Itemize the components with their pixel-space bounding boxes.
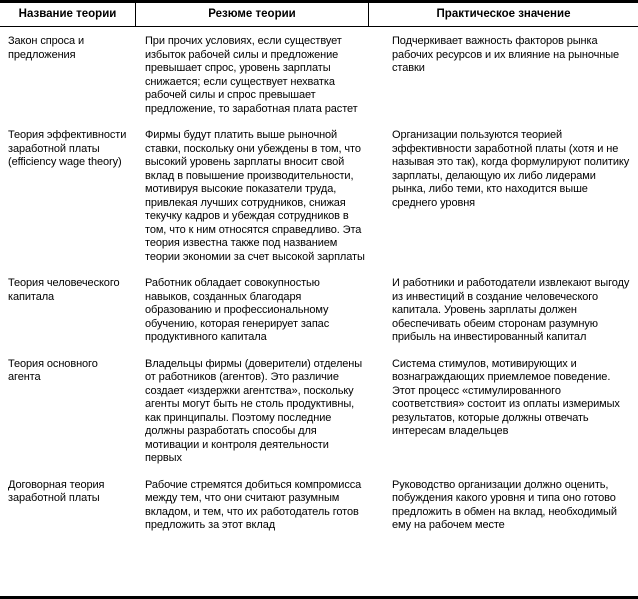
theory-summary-cell: Владельцы фирмы (доверители) отделены от работников (агентов). Это различие создает «издержки агентства», поскольку агенты могут быть не столь продуктивны, как принципалы. Поэтому последние должны разработать способы для мотивации и контроля деятельности первых [145, 357, 363, 464]
header-cell-theory-name: Название теории [18, 8, 117, 20]
theory-name-cell: Закон спроса и предложения [8, 35, 85, 61]
theory-summary-cell: При прочих условиях, если существует избыток рабочей силы и предложение превышает спрос, уровень зарплаты снижается; если существует нехватка рабочей силы и спрос превышает предложение, то заработная плата растет [145, 35, 358, 115]
practical-value-cell: И работники и работодатели извлекают выгоду из инвестиций в создание человеческого капитала. Уровень зарплаты должен обеспечивать обеим сторонам разумную прибыль на инвестированный капитал [392, 277, 630, 343]
theory-summary-cell: Фирмы будут платить выше рыночной ставки, поскольку они убеждены в том, что высокий уровень зарплаты вносит свой вклад в повышение производительности, мотивируя высокие показатели труда, привлекая лучших сотрудников, снижая текучку кадров и убеждая сотрудников в том, что к ним относятся справедливо. Эта теория известна также под названием теории экономии за счет высокой зарплаты [145, 129, 365, 263]
table-header-row [0, 3, 638, 27]
table-row-principal-agent-theory [0, 358, 638, 466]
table-row-efficiency-wage-theory [0, 129, 638, 264]
theory-name-cell: Теория основного агента [8, 357, 98, 383]
practical-value-cell: Система стимулов, мотивирующих и вознаграждающих приемлемое поведение. Этот процесс «стимулированного соответствия» состоит из оплаты измеримых результатов, которые должны отвечать интересам владельцев [392, 357, 620, 437]
header-cell-theory-summary: Резюме теории [135, 3, 368, 26]
theory-name-cell: Теория эффективности заработной платы (efficiency wage theory) [8, 129, 127, 168]
table-body [0, 27, 638, 533]
table-row-human-capital-theory [0, 277, 638, 345]
theory-name-cell: Теория человеческого капитала [8, 277, 120, 303]
table-row-law-of-supply-demand [0, 35, 638, 116]
theory-summary-cell: Рабочие стремятся добиться компромисса между тем, что они считают разумным вкладом, и тем, что их работодатель готов предложить за этот вклад [145, 478, 362, 531]
theory-name-cell: Договорная теория заработной платы [8, 478, 105, 504]
table-row-contract-wage-theory [0, 479, 638, 533]
header-cell-practical-value: Практическое значение [368, 3, 638, 26]
practical-value-cell: Подчеркивает важность факторов рынка рабочих ресурсов и их влияние на рыночные ставки [392, 35, 620, 74]
theory-summary-cell: Работник обладает совокупностью навыков, созданных благодаря образованию и профессиональному обучению, которая генерирует запас продуктивного капитала [145, 277, 330, 343]
practical-value-cell: Организации пользуются теорией эффективности заработной платы (хотя и не называя это так), когда формулируют политику зарплаты, делающую их либо лидерами рынка, либо теми, кто находится выше среднего уровня [392, 129, 630, 209]
practical-value-cell: Руководство организации должно оценить, побуждения какого уровня и типа оно готово предложить в обмен на вклад, необходимый ему на рабочем месте [392, 478, 617, 531]
